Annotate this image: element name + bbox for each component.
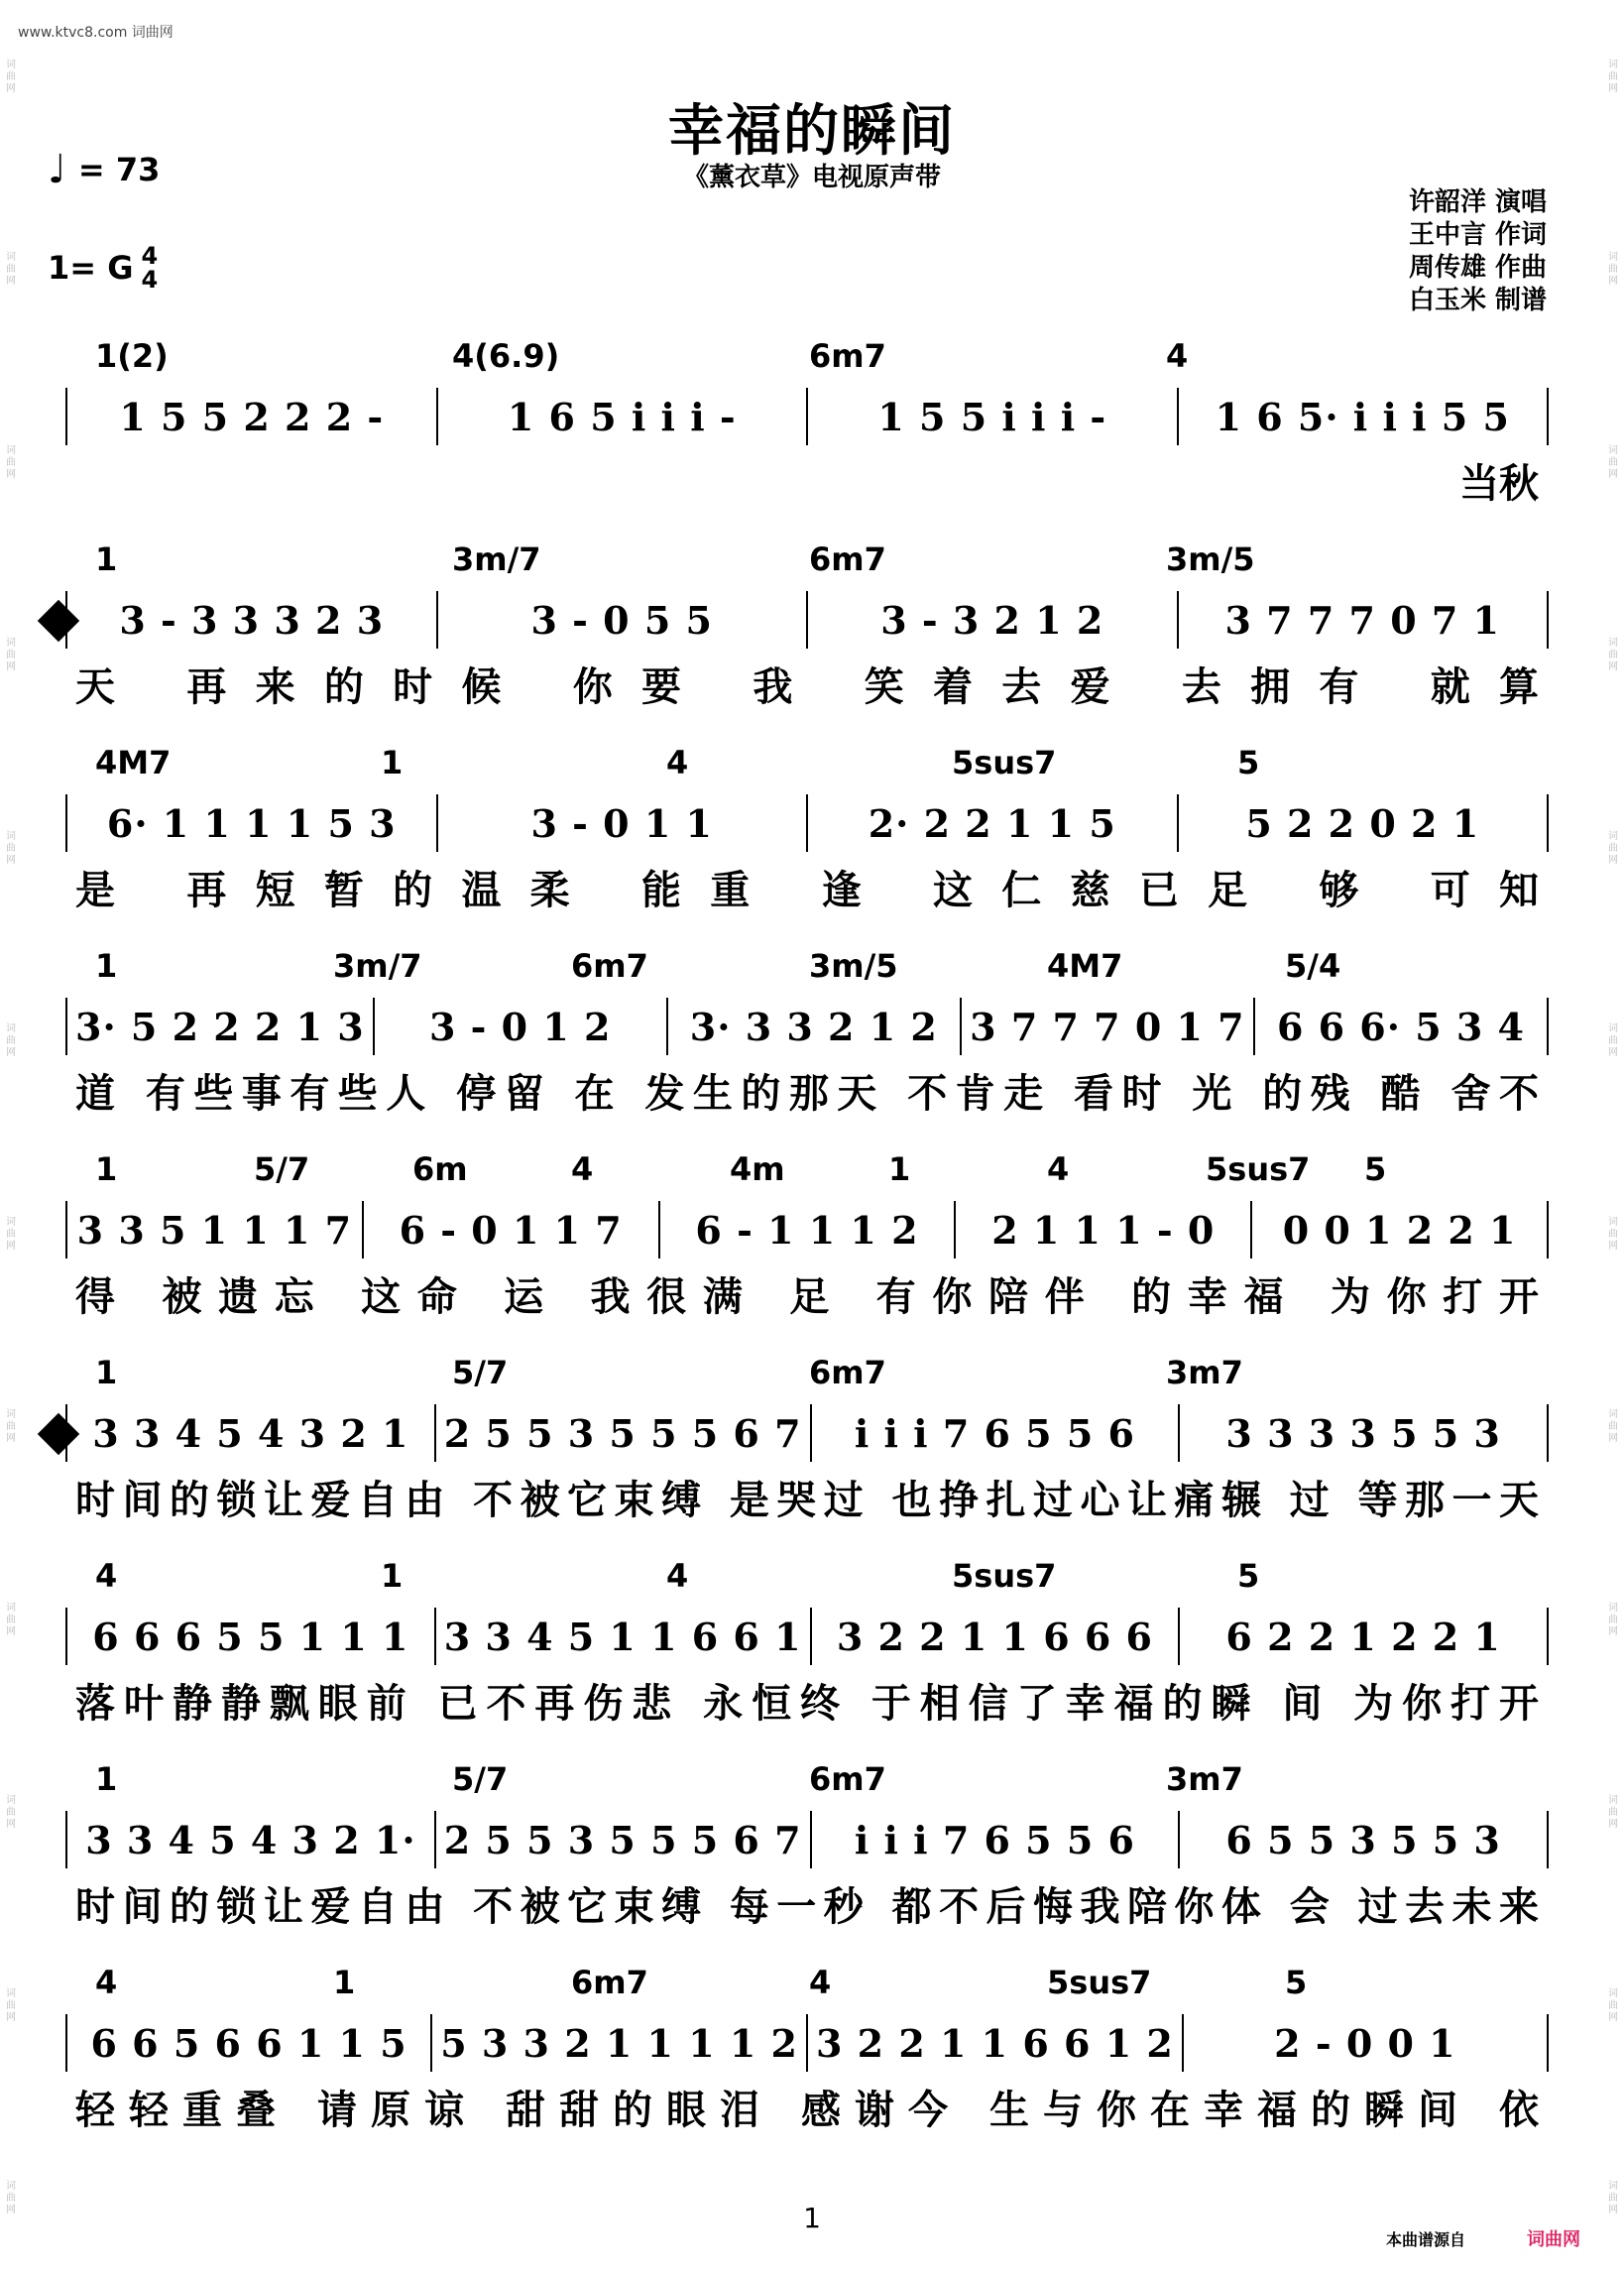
score-system [65,744,1549,928]
chord-row [65,1964,1549,2007]
chord-symbol: 5/7 [452,1354,509,1391]
chord-symbol: 6m7 [809,337,886,375]
measure: 6 5 5 3 5 5 3 [1225,1817,1501,1862]
chord-symbol: 5 [1285,1964,1308,2001]
barline [1547,591,1549,649]
measure: 6 - 0 1 1 7 [399,1207,623,1253]
chord-symbol: 3m7 [1166,1354,1243,1391]
chord-symbol: 1 [95,1760,118,1798]
chord-symbol: 3m/7 [452,540,541,578]
tempo-marking [48,147,160,192]
notation-staff [65,381,1549,452]
chord-symbol: 5 [1237,1557,1260,1595]
notation-staff [65,1601,1549,1672]
measure: 3 2 2 1 1 6 6 6 [836,1614,1153,1659]
chord-symbol: 3m7 [1166,1760,1243,1798]
measure: 6 6 6· 5 3 4 [1276,1004,1525,1049]
measure: 3 3 4 5 1 1 6 6 1 [443,1614,802,1659]
chord-row [65,1557,1549,1601]
tempo-value: = 73 [77,151,161,188]
chord-symbol: 1 [888,1150,911,1188]
site-watermark: www.ktvc8.com 词曲网 [18,25,174,41]
measure: 3 3 4 5 4 3 2 1· [85,1817,416,1862]
measure: 2 - 0 0 1 [1274,2020,1456,2066]
score-system [65,337,1549,522]
score-system [65,1354,1549,1538]
notation-staff [65,1804,1549,1875]
credit-lyricist: 王中言 作词 [1408,220,1547,250]
chord-symbol: 1 [95,1354,118,1391]
score-system [65,540,1549,725]
chord-symbol: 4 [1166,337,1189,375]
left-side-watermark: 词曲网 词曲网 词曲网 词曲网 词曲网 词曲网 词曲网 词曲网 词曲网 词曲网 词曲网 词曲网 [6,60,16,2216]
lyrics-line [65,1875,1549,1945]
measure: 3 3 5 1 1 1 7 [76,1207,353,1253]
measure: 2· 2 2 1 1 5 [868,800,1116,846]
chord-symbol: 1 [333,1964,356,2001]
lyrics-line [65,2079,1549,2148]
measure: 0 0 1 2 2 1 [1282,1207,1517,1253]
measure: 3 3 3 3 5 5 3 [1225,1410,1501,1456]
measure: 3· 5 2 2 2 1 3 [75,1004,365,1049]
right-side-watermark: 词曲网 词曲网 词曲网 词曲网 词曲网 词曲网 词曲网 词曲网 词曲网 词曲网 词曲网 词曲网 [1608,60,1618,2216]
notation-staff [65,991,1549,1062]
measure: 6 2 2 1 2 2 1 [1225,1614,1501,1659]
barline [1547,2014,1549,2072]
score-system [65,1760,1549,1945]
measure: 3· 3 3 2 1 2 [689,1004,938,1049]
measure: 5 3 3 2 1 1 1 1 2 [440,2020,798,2066]
measure: 6 6 6 5 5 1 1 1 [92,1614,409,1659]
notation-staff [65,1397,1549,1469]
lyrics-line [65,656,1549,725]
chord-symbol: 4 [95,1557,118,1595]
measure: 3 - 3 2 1 2 [880,597,1104,643]
lyrics-text: 时间的锁让爱自由 不被它束缚 每一秒 都不后悔我陪你体 会 过去未来 [75,1883,1539,1930]
measure: 6· 1 1 1 1 5 3 [106,800,397,846]
score-system [65,1964,1549,2148]
measure: 3 7 7 7 0 1 7 [970,1004,1245,1049]
key-text: 1= G [48,249,134,287]
chord-symbol: 4 [1047,1150,1070,1188]
lyrics-text: 得 被遗忘 这命 运 我很满 足 有你陪伴 的幸福 为你打开 [75,1273,1539,1320]
chord-symbol: 6m7 [809,1760,886,1798]
chord-row [65,947,1549,991]
measure: 6 - 1 1 1 2 [695,1207,919,1253]
chord-symbol: 4 [95,1964,118,2001]
chord-symbol: 4M7 [95,744,172,781]
measure: 5 2 2 0 2 1 [1245,800,1480,846]
chord-symbol: 4 [666,744,689,781]
lyrics-line [65,1062,1549,1132]
chord-symbol: 1(2) [95,337,169,375]
chord-symbol: 6m7 [809,540,886,578]
notation-staff [65,1194,1549,1265]
chord-row [65,337,1549,381]
song-subtitle: 《薰衣草》电视原声带 [682,163,941,192]
measure: 3 - 0 1 2 [429,1004,612,1049]
barline [1547,1404,1549,1462]
chord-row [65,744,1549,787]
chord-symbol: 5sus7 [1206,1150,1311,1188]
measure: 2 5 5 3 5 5 5 6 7 [443,1410,802,1456]
lyrics-text: 落叶静静飘眼前 已不再伤悲 永恒终 于相信了幸福的瞬 间 为你打开 [75,1680,1539,1727]
measure: 1 5 5 2 2 2 - [119,394,385,439]
score-system [65,947,1549,1132]
measure: 6 6 5 6 6 1 1 5 [90,2020,407,2066]
notation-staff [65,787,1549,859]
chord-symbol: 5sus7 [1047,1964,1152,2001]
chord-symbol: 6m [412,1150,468,1188]
lyrics-text: 当秋 [1459,460,1539,507]
chord-symbol: 4m [730,1150,785,1188]
chord-symbol: 5 [1237,744,1260,781]
notation-staff [65,584,1549,656]
chord-symbol: 4 [809,1964,832,2001]
measure: 3 - 3 3 3 2 3 [119,597,385,643]
chord-symbol: 1 [95,1150,118,1188]
chord-row [65,540,1549,584]
chord-symbol: 5sus7 [952,1557,1057,1595]
chord-row [65,1150,1549,1194]
barline [1547,794,1549,852]
chord-symbol: 5sus7 [952,744,1057,781]
chord-symbol: 1 [95,947,118,985]
chord-symbol: 4(6.9) [452,337,560,375]
chord-symbol: 3m/5 [809,947,898,985]
chord-symbol: 4 [666,1557,689,1595]
lyrics-line [65,1672,1549,1741]
lyrics-line [65,1469,1549,1538]
chord-symbol: 5 [1364,1150,1387,1188]
lyrics-line [65,452,1549,522]
measure: 1 6 5 i i i - [507,394,737,439]
chord-symbol: 6m7 [571,1964,648,2001]
barline [1547,998,1549,1055]
score-system [65,1150,1549,1335]
measure: 2 5 5 3 5 5 5 6 7 [443,1817,802,1862]
chord-symbol: 5/7 [254,1150,310,1188]
measure: 2 1 1 1 - 0 [991,1207,1216,1253]
chord-row [65,1760,1549,1804]
chord-symbol: 4M7 [1047,947,1123,985]
lyrics-text: 时间的锁让爱自由 不被它束缚 是哭过 也挣扎过心让痛辗 过 等那一天 [75,1477,1539,1523]
lyrics-line [65,859,1549,928]
chord-row [65,1354,1549,1397]
measure: 3 3 4 5 4 3 2 1 [92,1410,409,1456]
measure: i i i 7 6 5 5 6 [854,1817,1135,1862]
measure: 3 2 2 1 1 6 6 1 2 [816,2020,1174,2066]
notation-staff [65,2007,1549,2079]
chord-symbol: 3m/5 [1166,540,1255,578]
barline [1547,388,1549,445]
measure: 3 - 0 1 1 [530,800,713,846]
measure: 1 5 5 i i i - [877,394,1107,439]
chord-symbol: 5/7 [452,1760,509,1798]
credit-composer: 周传雄 作曲 [1408,253,1547,283]
brand-logo: 词曲网 [1527,2229,1580,2250]
measure: 3 - 0 5 5 [530,597,713,643]
barline [1547,1608,1549,1665]
measure: 1 6 5· i i i 5 5 [1215,394,1510,439]
quarter-note-icon: ♩ [48,147,66,192]
lyrics-line [65,1265,1549,1335]
chord-symbol: 1 [381,1557,404,1595]
credits [1409,186,1547,317]
source-label: 本曲谱源自 [1386,2230,1466,2249]
credit-singer: 许韶洋 演唱 [1408,187,1547,217]
score-system [65,1557,1549,1741]
chord-symbol: 5/4 [1285,947,1341,985]
measure: 3 7 7 7 0 7 1 [1224,597,1500,643]
chord-symbol: 4 [571,1150,594,1188]
page-number: 1 [803,2202,821,2234]
lyrics-text: 道 有些事有些人 停留 在 发生的那天 不肯走 看时 光 的残 酷 舍不 [75,1070,1539,1117]
lyrics-text: 是 再短暂的温柔 能重 逢 这仁慈已足 够 可知 [75,867,1539,913]
chord-symbol: 6m7 [571,947,648,985]
barline [1547,1811,1549,1868]
chord-symbol: 1 [95,540,118,578]
song-title: 幸福的瞬间 [668,98,956,164]
lyrics-text: 轻轻重叠 请原谅 甜甜的眼泪 感谢今 生与你在幸福的瞬间 依 [75,2087,1539,2133]
barline [1547,1201,1549,1258]
chord-symbol: 6m7 [809,1354,886,1391]
time-signature: 4 4 [141,242,159,294]
chord-symbol: 3m/7 [333,947,422,985]
credit-transcriber: 白玉米 制谱 [1408,286,1547,315]
lyrics-text: 天 再来的时候 你要 我 笑着去爱 去拥有 就算 [75,663,1539,710]
measure: i i i 7 6 5 5 6 [854,1410,1135,1456]
chord-symbol: 1 [381,744,404,781]
key-signature [48,244,158,292]
